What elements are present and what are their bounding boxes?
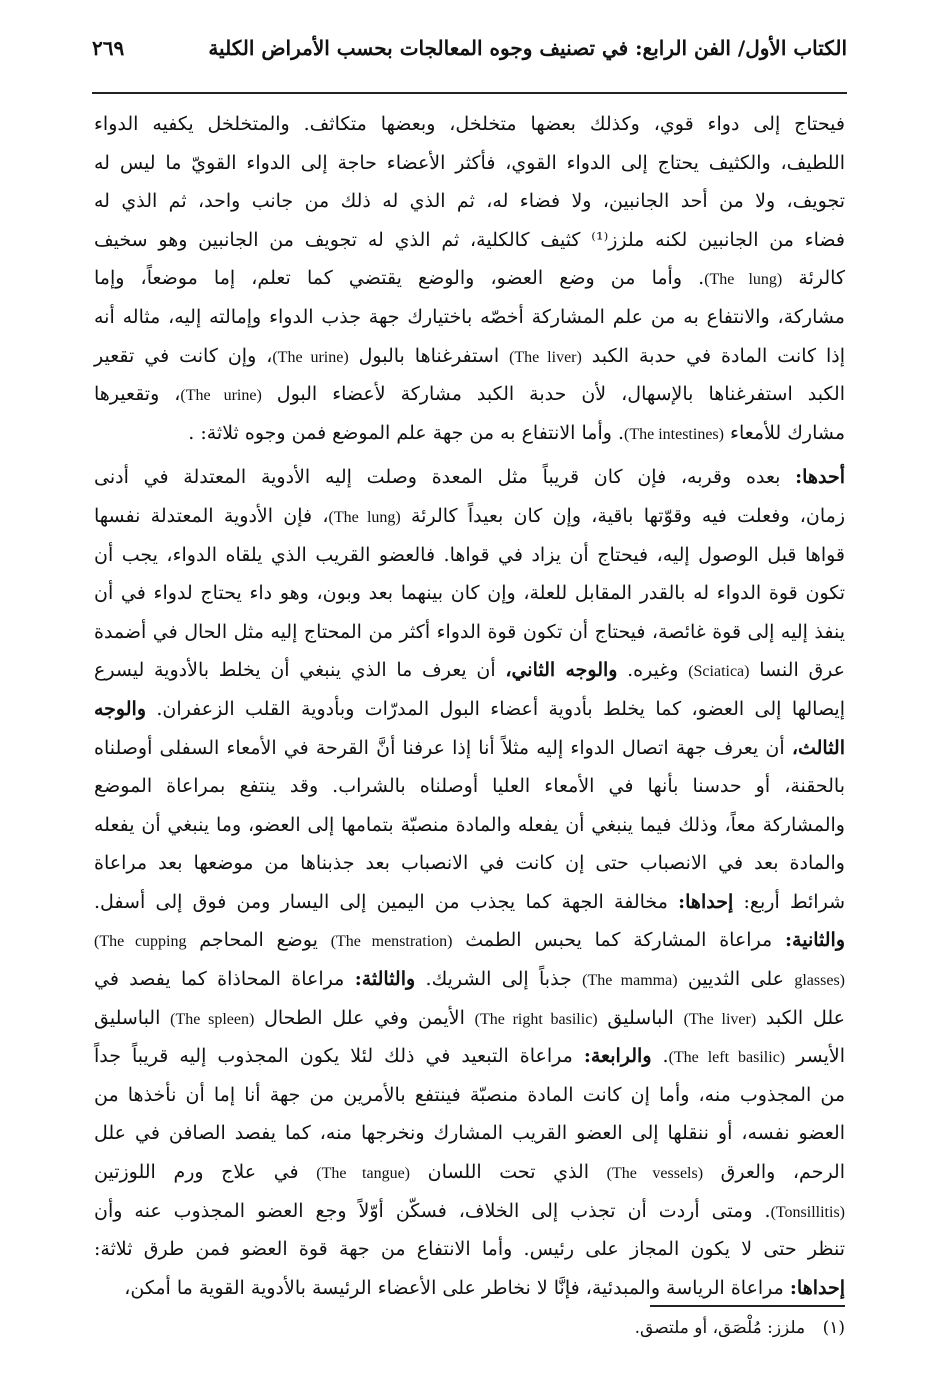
english-term: (The tangue) xyxy=(316,1165,410,1183)
paragraph xyxy=(94,105,845,452)
text-line xyxy=(94,337,845,376)
text-line xyxy=(94,105,845,144)
bold-term: والوجه الثاني، xyxy=(505,659,618,682)
text-segment: أن يعرف ما الذي ينبغي أن يخلط بالأدوية ليسرع xyxy=(94,659,506,682)
paragraph xyxy=(94,458,845,1307)
text-segment: مراعاة التبعيد في ذلك لئلا يكون المجذوب إليه قريباً جداً xyxy=(94,1045,584,1068)
bold-term: الثالث، xyxy=(791,736,845,759)
header-title: الكتاب الأول/ الفن الرابع: في تصنيف وجوه المعالجات بحسب الأمراض الكلية xyxy=(208,36,847,60)
text-segment: بالحقنة، أو حدسنا بأنها في الأمعاء العليا أوصلناه بالشراب. وقد ينتفع بمراعاة الموضع xyxy=(94,775,845,798)
text-segment: الذي تحت اللسان xyxy=(410,1161,607,1184)
text-segment: والمشاركة معاً، وذلك فيما ينبغي أن يفعله والمادة منصبّة بتمامها إلى العضو، وما ينبغي أن يفعله xyxy=(94,813,845,836)
english-term: (The vessels) xyxy=(606,1165,704,1183)
text-segment: جذباً إلى الشريك. xyxy=(415,968,583,991)
text-segment: ، فإن الأدوية المعتدلة نفسها xyxy=(94,504,329,527)
english-term: glasses) xyxy=(794,972,845,990)
text-line xyxy=(94,883,845,922)
text-segment: العضو نفسه، أو ننقلها إلى العضو القريب المشارك ونخرجها منه، كما يفصد الصافن في علل xyxy=(94,1122,845,1145)
text-line xyxy=(94,729,845,768)
text-line xyxy=(94,1076,845,1115)
text-line xyxy=(94,999,845,1038)
page-number: ٢٦٩ xyxy=(92,36,125,60)
text-segment: . xyxy=(651,1045,669,1068)
text-line xyxy=(94,1269,845,1308)
text-line xyxy=(94,298,845,337)
text-line xyxy=(94,182,845,221)
text-segment: . وأما الانتفاع به من جهة علم الموضع فمن وجوه ثلاثة: . xyxy=(188,421,624,444)
text-segment: في علاج ورم اللوزتين xyxy=(94,1161,317,1184)
header-rule xyxy=(92,92,847,94)
english-term: (The spleen) xyxy=(170,1010,255,1028)
bold-term: والثانية: xyxy=(785,929,846,952)
english-term: (The lung) xyxy=(704,271,783,289)
text-segment: والمادة بعد في الانصباب حتى إن كانت في الانصباب بعد جذبناها من موضعها بعد مراعاة xyxy=(94,852,845,875)
text-segment: كالرئة xyxy=(782,267,845,290)
bold-term: أحدها: xyxy=(795,466,845,489)
text-line xyxy=(94,651,845,690)
text-segment: مراعاة المحاذاة كما يفصد في xyxy=(94,968,355,991)
text-segment: وغيره. xyxy=(617,659,689,682)
text-segment: مخالفة الجهة كما يجذب من اليمين إلى اليسار ومن فوق إلى أسفل. xyxy=(94,890,679,913)
text-line xyxy=(94,536,845,575)
text-segment: الكبد استفرغناها بالإسهال، لأن حدبة الكبد مشاركة لأعضاء البول xyxy=(261,383,845,406)
text-segment: . ومتى أردت أن تجذب إلى الخلاف، فسكّن أوّلاً وجع العضو المجذوب عنه وأن xyxy=(94,1199,771,1222)
text-segment: يوضع المحاجم xyxy=(186,929,331,952)
text-segment: اللطيف، والكثيف يحتاج إلى الدواء القوي، فأكثر الأعضاء حاجة إلى الدواء القويّ ما ليس له xyxy=(94,151,845,174)
running-header xyxy=(92,28,847,68)
text-segment: الباسليق xyxy=(94,1006,171,1029)
text-segment: أن يعرف جهة اتصال الدواء إليه مثلاً أنا إذا عرفنا أنَّ القرحة في الأمعاء السفلى أوصلناه xyxy=(94,736,792,759)
text-segment: فضاء من الجانبين لكنه ملزز⁽¹⁾ كثيف كالكلية، ثم الذي له تجويف من الجانبين وهو سخيف xyxy=(94,228,845,251)
english-term: (The right basilic) xyxy=(474,1010,598,1028)
text-line xyxy=(94,574,845,613)
english-term: (The cupping xyxy=(94,933,187,951)
text-line xyxy=(94,690,845,729)
english-term: (The intestines) xyxy=(624,425,724,443)
text-segment: زمان، وفعلت فيه وقوّتها باقية، وإن كان بعيداً كالرئة xyxy=(400,504,846,527)
text-segment: تجويف، ولا من أحد الجانبين، ولا فضاء له، ثم الذي له ذلك من جانب واحد، ثم الذي له xyxy=(94,190,845,213)
english-term: (Sciatica) xyxy=(688,663,750,681)
text-line xyxy=(94,613,845,652)
text-segment: إيصالها إلى العضو، كما يخلط بأدوية أعضاء البول المدرّات وبأدوية القلب الزعفران. xyxy=(146,697,845,720)
text-segment: بعده وقربه، فإن كان قريباً مثل المعدة وصلت إليه الأدوية المعتدلة في أدنى xyxy=(94,466,796,489)
text-line xyxy=(94,414,845,453)
english-term: (The liver) xyxy=(683,1010,757,1028)
text-line xyxy=(94,960,845,999)
page-body xyxy=(94,105,845,1307)
text-line xyxy=(94,844,845,883)
text-segment: تكون قوة الدواء له بالقدر المقابل للعلة، وإن كان بينهما بعد وبون، وهو داء يحتاج لدواء في أن xyxy=(94,582,845,605)
english-term: (The mamma) xyxy=(582,972,678,990)
text-segment: إذا كانت المادة في حدبة الكبد xyxy=(581,344,846,367)
english-term: (The urine) xyxy=(180,387,262,405)
english-term: (The lung) xyxy=(328,508,401,526)
bold-term: إحداها: xyxy=(678,890,734,913)
footnote-number: (١) xyxy=(822,1318,845,1338)
footnote xyxy=(635,1318,845,1338)
text-line xyxy=(94,221,845,260)
text-segment: ينفذ إليه إلى قوة غائصة، فيحتاج أن تكون قوة الدواء أكثر من المحتاج إليه مثل الحال في أضمدة xyxy=(94,620,845,643)
footnote-rule xyxy=(650,1305,845,1307)
text-segment: شرائط أربع: xyxy=(733,890,845,913)
text-segment: . وأما من وضع العضو، والوضع يقتضي كما تعلم، إما موضعاً، وإما xyxy=(94,267,705,290)
text-segment: علل الكبد xyxy=(756,1006,845,1029)
text-segment: ، وتقعيرها xyxy=(94,383,181,406)
text-line xyxy=(94,497,845,536)
text-line xyxy=(94,259,845,298)
text-line xyxy=(94,806,845,845)
bold-term: إحداها: xyxy=(789,1276,845,1299)
text-segment: مشارك للأمعاء xyxy=(723,421,845,444)
text-segment: استفرغناها بالبول xyxy=(348,344,510,367)
text-segment: قواها قبل الوصول إليه، فيحتاج أن يزاد في قواها. فالعضو القريب الذي يلقاه الدواء، يجب أن xyxy=(94,543,845,566)
text-segment: فيحتاج إلى دواء قوي، وكذلك بعضها متخلخل، وبعضها متكاثف. والمتخلخل يكفيه الدواء xyxy=(94,113,845,135)
text-segment: من المجذوب منه، وأما إن كانت المادة منصبّة فينتفع بالأمرين من جهة أنا إما أن نأخذها من xyxy=(94,1083,845,1106)
bold-term: والرابعة: xyxy=(583,1045,652,1068)
text-line xyxy=(94,375,845,414)
text-line xyxy=(94,921,845,960)
footnote-text: ملزز: مُلْصَق، أو ملتصق. xyxy=(634,1318,806,1338)
text-segment: الباسليق xyxy=(597,1006,684,1029)
text-line xyxy=(94,1153,845,1192)
text-segment: مراعاة المشاركة كما يحبس الطمث xyxy=(452,929,786,952)
english-term: (The urine) xyxy=(272,348,349,366)
english-term: (The liver) xyxy=(509,348,582,366)
text-segment: تنظر حتى لا يكون المجاز على رئيس. وأما الانتفاع من جهة قوة العضو فمن طرق ثلاثة: xyxy=(94,1238,845,1261)
text-line xyxy=(94,1192,845,1231)
english-term: (The menstration) xyxy=(330,933,453,951)
english-term: (The left basilic) xyxy=(668,1049,786,1067)
text-segment: على الثديين xyxy=(677,968,795,991)
text-segment: مشاركة، والانتفاع به من علم المشاركة أخصّه باختيارك جهة جذب الدواء وإمالته إليه، مثاله أنه xyxy=(94,305,845,328)
text-segment: ، وإن كانت في تقعير xyxy=(94,344,273,367)
text-line xyxy=(94,144,845,183)
text-segment: عرق النسا xyxy=(749,659,846,682)
text-line xyxy=(94,1037,845,1076)
bold-term: والوجه xyxy=(94,697,146,720)
text-line xyxy=(94,1114,845,1153)
text-line xyxy=(94,767,845,806)
text-segment: الرحم، والعرق xyxy=(703,1161,845,1184)
bold-term: والثالثة: xyxy=(354,968,416,991)
text-segment: الأيسر xyxy=(785,1045,845,1068)
text-line xyxy=(94,1230,845,1269)
english-term: (Tonsillitis) xyxy=(770,1203,845,1221)
text-line xyxy=(94,458,845,497)
text-segment: مراعاة الرياسة والمبدئية، فإنَّا لا نخاطر على الأعضاء الرئيسة بالأدوية القوية ما أمكن، xyxy=(124,1276,790,1299)
text-segment: الأيمن وفي علل الطحال xyxy=(254,1006,475,1029)
